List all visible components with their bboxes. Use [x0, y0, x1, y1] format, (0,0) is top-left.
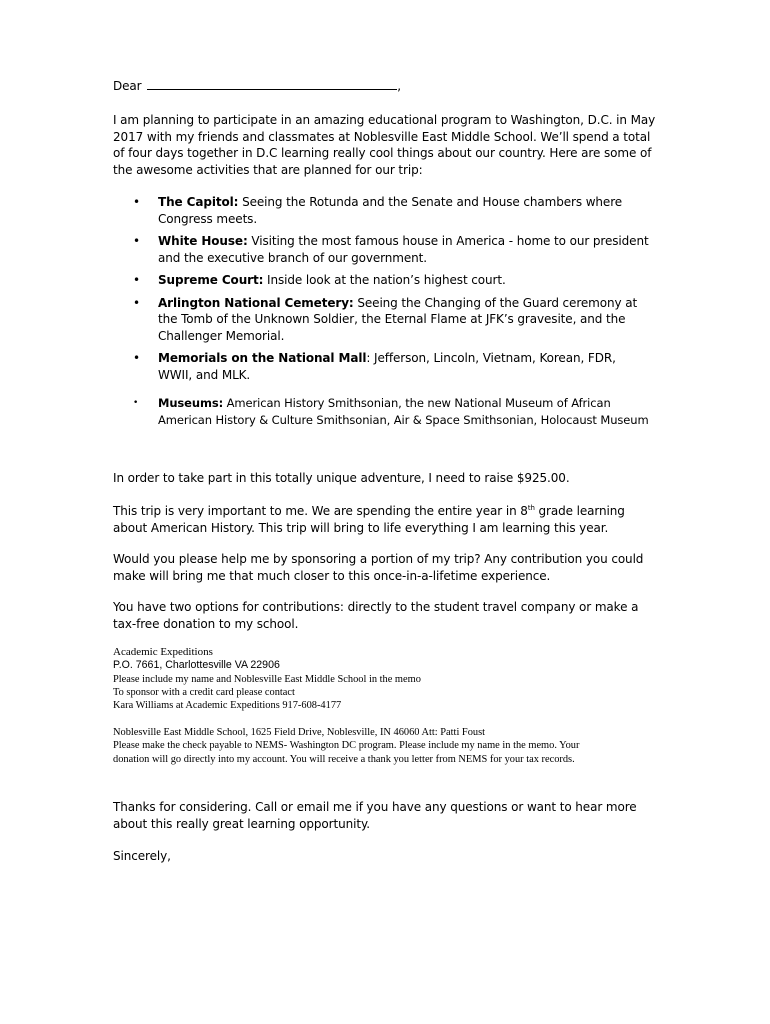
- check-instructions-line2: donation will go directly into my account. You will receive a thank you letter from NEMS for your tax records.: [113, 753, 575, 765]
- contribution-options: You have two options for contributions: directly to the student travel company or make a tax-free donation to my school.: [113, 600, 639, 631]
- activity-item: [113, 272, 653, 289]
- ordinal-suffix: th: [527, 504, 535, 512]
- activity-item: [113, 194, 653, 227]
- check-instructions-line1: Please make the check payable to NEMS- Washington DC program. Please include my name in the memo. Your: [113, 740, 580, 752]
- company-name: Academic Expeditions: [113, 646, 213, 658]
- activity-text: American History Smithsonian, the new National Museum of African American History & Culture Smithsonian, Air & Space Smithsonian, Holocaust Museum: [158, 396, 649, 427]
- thanks-paragraph: Thanks for considering. Call or email me if you have any questions or want to hear more about this really great learning opportunity.: [113, 800, 637, 831]
- company-address: P.O. 7661, Charlottesville VA 22906: [113, 659, 280, 672]
- importance-paragraph: [113, 503, 658, 536]
- activity-text: Visiting the most famous house in America - home to our president and the executive branch of our government.: [158, 234, 649, 265]
- school-address: Noblesville East Middle School, 1625 Field Drive, Noblesville, IN 46060 Att: Patti Foust: [113, 727, 486, 738]
- activity-item: [113, 395, 653, 428]
- option-school-donation: [113, 726, 673, 766]
- salutation-comma: ,: [397, 79, 401, 93]
- importance-text-a: This trip is very important to me. We are spending the entire year in 8: [113, 504, 528, 518]
- activity-item: [113, 233, 653, 266]
- fundraising-goal: In order to take part in this totally unique adventure, I need to raise $925.00.: [113, 471, 570, 485]
- sponsor-request: Would you please help me by sponsoring a portion of my trip? Any contribution you could make will bring me that much closer to this once-in-a-lifetime experience.: [113, 552, 644, 583]
- activity-item: [113, 350, 653, 383]
- activities-list: [113, 194, 653, 434]
- company-contact: Kara Williams at Academic Expeditions 917-608-4177: [113, 700, 342, 712]
- activity-title: Arlington National Cemetery:: [158, 295, 354, 310]
- closing: Sincerely,: [113, 849, 171, 863]
- bullet-icon: •: [133, 295, 140, 310]
- intro-paragraph: I am planning to participate in an amazing educational program to Washington, D.C. in May 2017 with my friends and classmates at Noblesville East Middle School. We’ll spend a total of four days together in D.C learning really cool things about our country. Here are some of the awesome activities that are planned for our trip:: [113, 113, 656, 177]
- salutation-word: Dear: [113, 79, 142, 93]
- importance-text-b: grade learning about American History. This trip will bring to life everything I am learning this year.: [113, 504, 625, 535]
- company-memo-note: Please include my name and Noblesville East Middle School in the memo: [113, 673, 421, 685]
- salutation: [113, 78, 658, 95]
- bullet-icon: •: [133, 273, 140, 287]
- activity-item: [113, 295, 653, 345]
- activity-title: Supreme Court:: [158, 273, 264, 287]
- bullet-icon: •: [133, 234, 140, 248]
- activity-title: Museums:: [158, 396, 224, 410]
- bullet-icon: •: [133, 195, 140, 209]
- activity-title: Memorials on the National Mall: [158, 351, 367, 365]
- recipient-blank-line: [147, 78, 397, 90]
- bullet-icon: •: [133, 351, 140, 365]
- activity-text: Inside look at the nation’s highest court.: [263, 273, 506, 287]
- activity-text: Seeing the Changing of the Guard ceremony at the Tomb of the Unknown Soldier, the Eternal Flame at JFK’s gravesite, and the Challenger Memorial.: [158, 295, 638, 343]
- activity-text: Seeing the Rotunda and the Senate and House chambers where Congress meets.: [158, 195, 623, 226]
- activity-title: White House:: [158, 234, 248, 248]
- activity-text: : Jefferson, Lincoln, Vietnam, Korean, FDR, WWII, and MLK.: [158, 351, 616, 382]
- credit-card-note: To sponsor with a credit card please contact: [113, 686, 295, 698]
- option-travel-company: [113, 646, 673, 712]
- bullet-icon: •: [133, 398, 139, 408]
- activity-title: The Capitol:: [158, 195, 239, 209]
